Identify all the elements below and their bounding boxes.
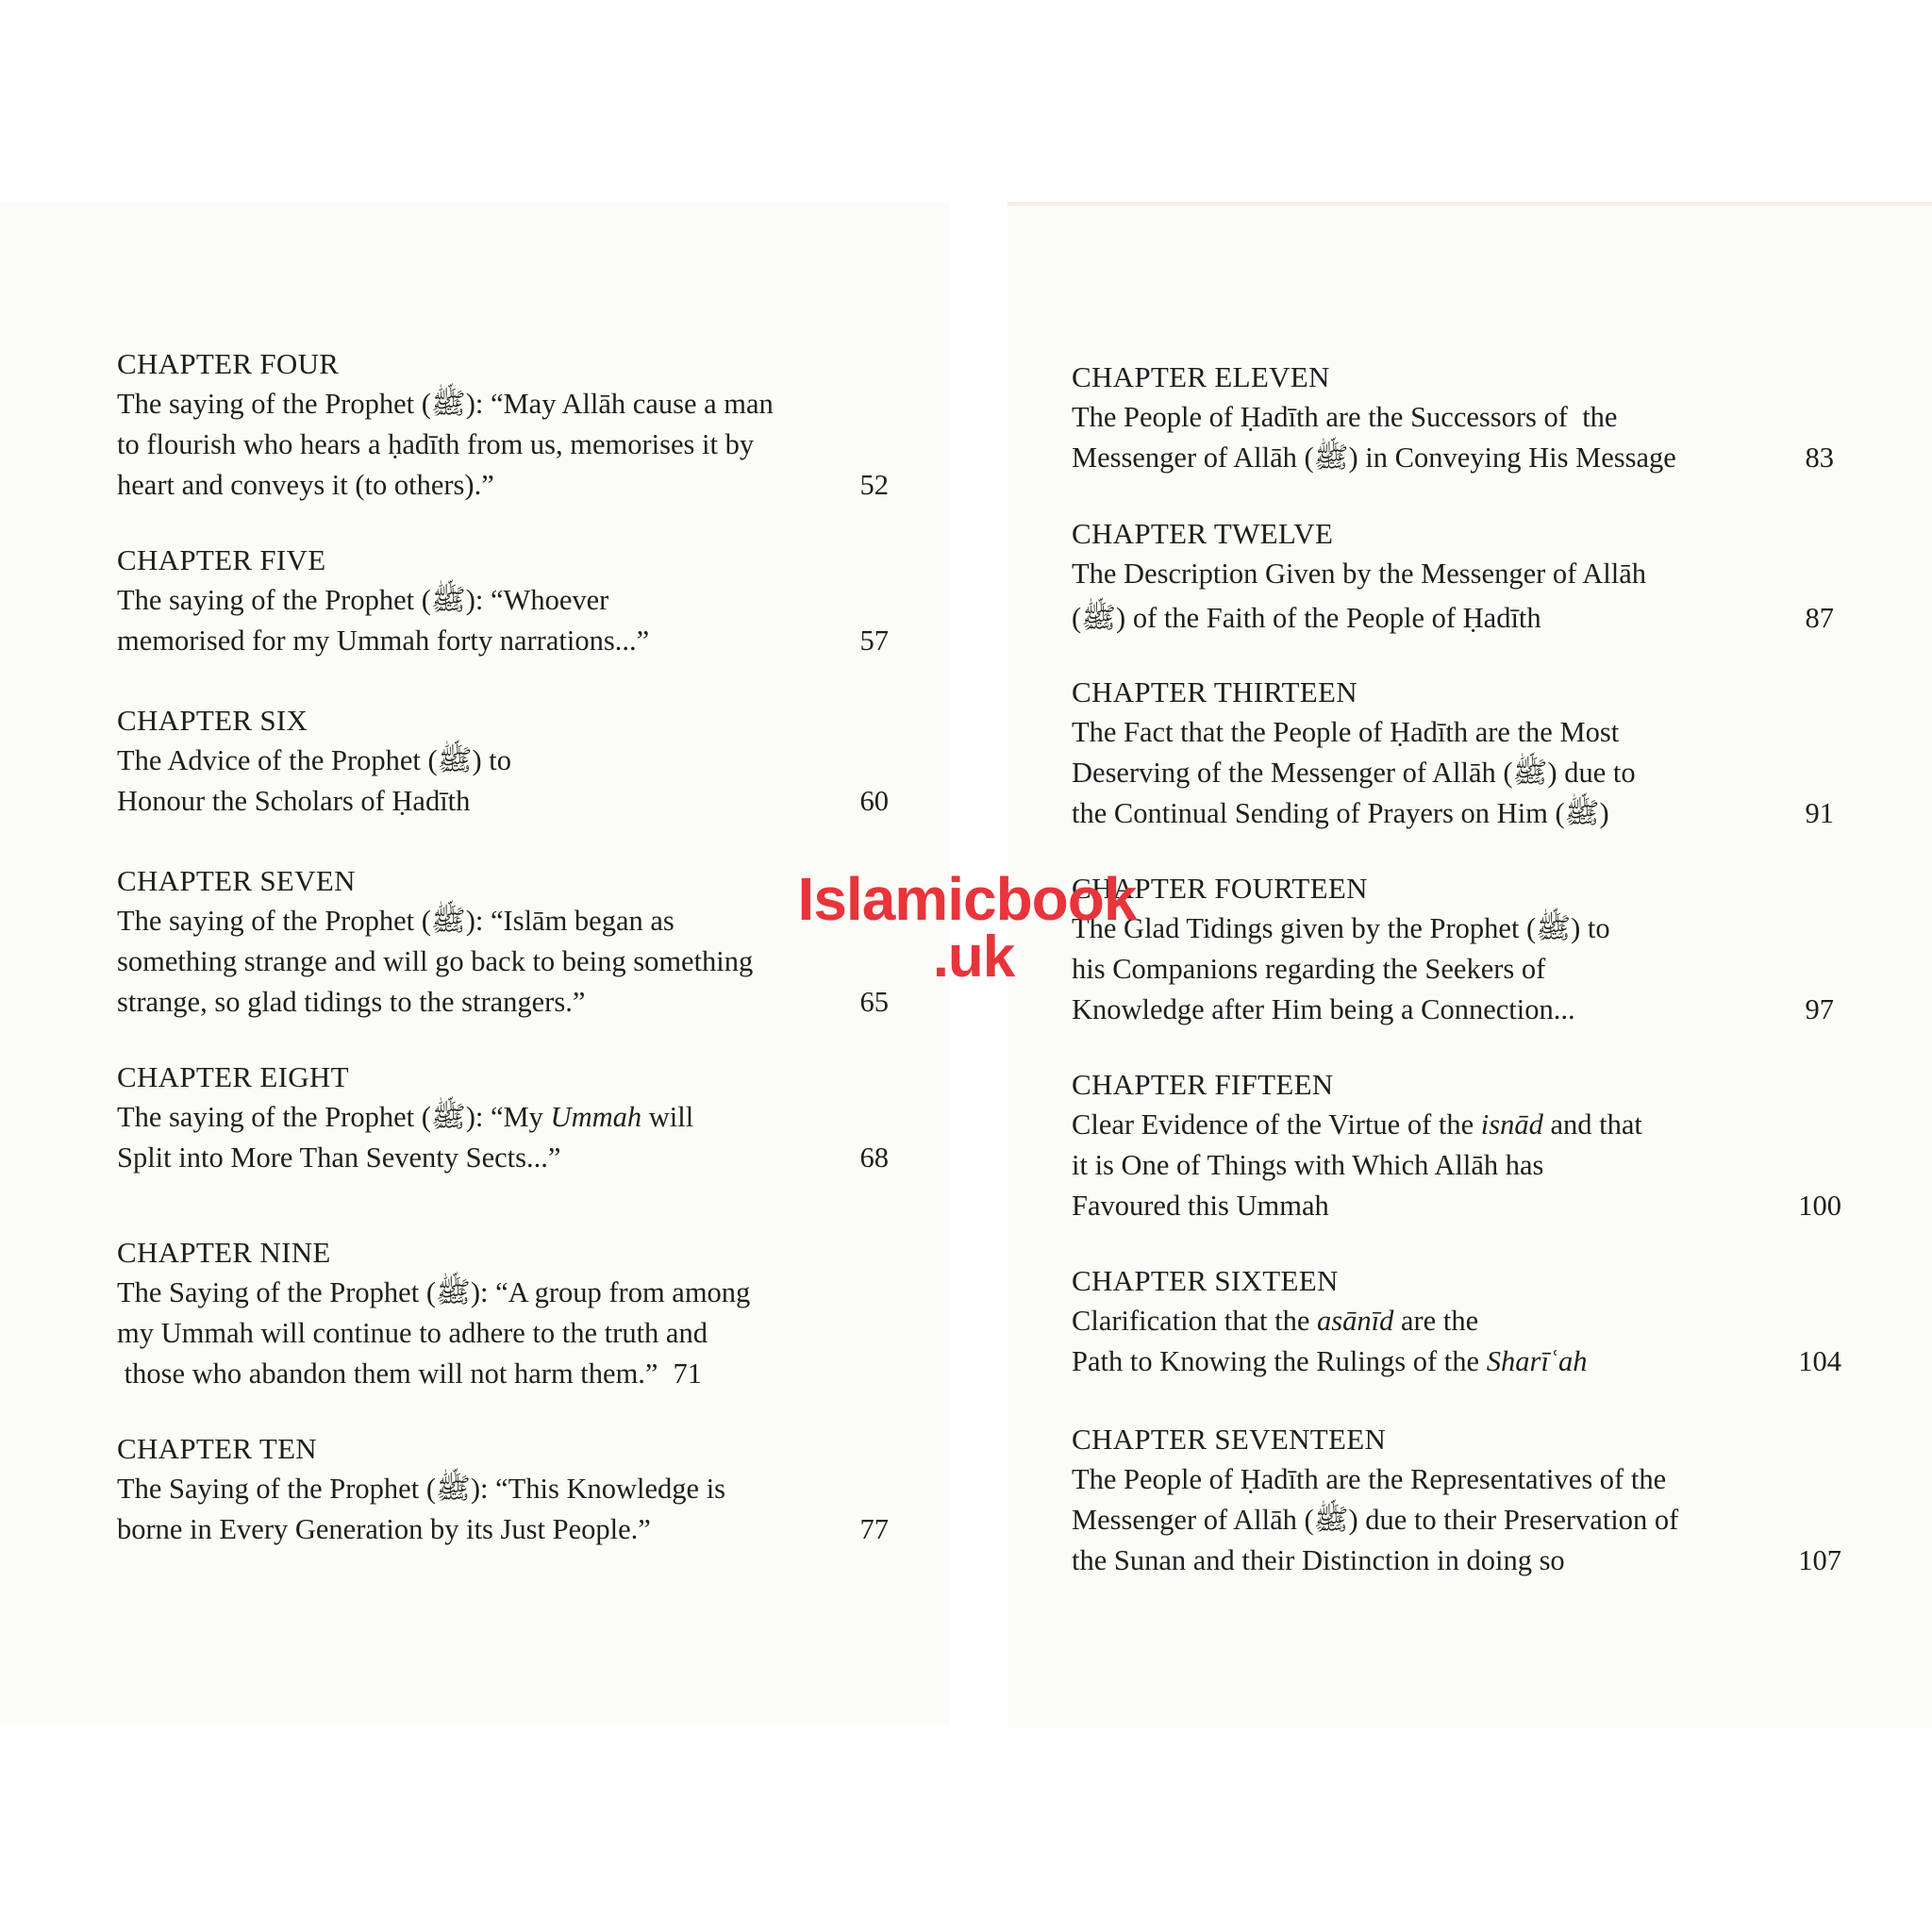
page-number: 104 [1798,1345,1841,1377]
toc-entry [1072,1419,1847,1581]
toc-entry [1072,1064,1847,1226]
entry-line: my Ummah will continue to adhere to the truth and [117,1317,708,1349]
toc-entry [1072,672,1847,834]
entry-line [1072,438,1847,478]
toc-entry [1072,513,1847,639]
entry-line [117,1097,889,1138]
page-number: 87 [1805,602,1834,634]
chapter-title: CHAPTER FIVE [117,543,326,576]
entry-line: The Saying of the Prophet (ﷺ): “This Knowledge is [117,1473,726,1505]
chapter-title: CHAPTER FIFTEEN [1072,1068,1334,1101]
entry-line [1072,1341,1847,1382]
entry-line: it is One of Things with Which Allāh has [1072,1149,1544,1181]
chapter-title: CHAPTER SIX [117,704,308,737]
entry-line: The People of Ḥadīth are the Successors of the [1072,401,1618,433]
entry-line: Deserving of the Messenger of Allāh (ﷺ) due to [1072,757,1636,789]
entry-line [117,1509,889,1550]
entry-line [117,982,889,1023]
page-number: 65 [859,986,889,1018]
entry-line [1072,1105,1847,1145]
entry-line [117,621,889,661]
entry-text: Split into More Than Seventy Sects...” [117,1141,561,1174]
chapter-title: CHAPTER ELEVEN [1072,360,1330,393]
entry-line: his Companions regarding the Seekers of [1072,953,1546,985]
entry-text: heart and conveys it (to others).” [117,469,494,501]
entry-text: memorised for my Ummah forty narrations...” [117,625,650,657]
entry-line: Clarification that the asānīd are the [1072,1305,1479,1337]
toc-entry [117,1232,889,1394]
page-number: 97 [1805,993,1834,1025]
entry-text: Clear Evidence of the Virtue of the isnād and that [1072,1108,1642,1141]
chapter-title: CHAPTER SIXTEEN [1072,1264,1339,1297]
page-number: 57 [859,625,889,657]
entry-line: The saying of the Prophet (ﷺ): “Whoever [117,584,609,616]
toc-entry [117,1057,889,1178]
entry-text: strange, so glad tidings to the strangers.” [117,986,586,1018]
page-number: 83 [1805,441,1834,474]
toc-entry [117,343,889,506]
entry-text: Knowledge after Him being a Connection... [1072,993,1575,1025]
chapter-title: CHAPTER SEVENTEEN [1072,1423,1387,1456]
toc-entry [1072,868,1847,1030]
page-number: 100 [1798,1190,1841,1222]
page-number: 71 [673,1357,702,1390]
entry-line [1072,1541,1847,1581]
entry-text: Messenger of Allāh (ﷺ) in Conveying His Message [1072,441,1676,474]
entry-text: The saying of the Prophet (ﷺ): “My Ummah will [117,1101,694,1133]
entry-line [117,1354,889,1394]
toc-entry [1072,1260,1847,1382]
page-number: 68 [859,1141,889,1174]
entry-text: the Continual Sending of Prayers on Him (ﷺ) [1072,797,1609,829]
entry-line: The Saying of the Prophet (ﷺ): “A group from among [117,1276,751,1308]
watermark-logo [774,865,1160,990]
entry-text: Favoured this Ummah [1072,1190,1329,1222]
watermark-line1: Islamicbook [797,865,1137,933]
chapter-title: CHAPTER THIRTEEN [1072,675,1357,708]
entry-text: Path to Knowing the Rulings of the Sharīʿah [1072,1345,1588,1377]
entry-line: The saying of the Prophet (ﷺ): “Islām began as [117,905,675,937]
entry-line: something strange and will go back to being something [117,945,754,977]
toc-entry [117,700,889,822]
chapter-title: CHAPTER NINE [117,1236,331,1269]
toc-entry [117,1428,889,1550]
chapter-title: CHAPTER TEN [117,1432,317,1465]
entry-line [1072,793,1847,834]
entry-line: The Glad Tidings given by the Prophet (ﷺ) to [1072,912,1610,944]
toc-entry [117,540,889,661]
entry-line [117,781,889,822]
entry-line [117,465,889,506]
page-number: 107 [1798,1544,1841,1576]
entry-line [117,1138,889,1178]
entry-line [1072,598,1847,639]
entry-line: The saying of the Prophet (ﷺ): “May Allāh cause a man [117,388,774,420]
watermark-line2: .uk [932,924,1015,990]
toc-entry [1072,357,1847,478]
chapter-title: CHAPTER FOURTEEN [1072,872,1368,905]
entry-line [1072,990,1847,1030]
entry-line: The Advice of the Prophet (ﷺ) to [117,744,512,776]
entry-line: to flourish who hears a ḥadīth from us, memorises it by [117,428,755,460]
entry-line [1072,1186,1847,1226]
entry-text: Honour the Scholars of Ḥadīth [117,785,471,817]
entry-line: The Description Given by the Messenger of Allāh [1072,558,1647,590]
chapter-title: CHAPTER FOUR [117,347,340,380]
chapter-title: CHAPTER SEVEN [117,864,356,897]
page-number: 91 [1805,797,1834,829]
entry-line: The People of Ḥadīth are the Representatives of the [1072,1463,1667,1495]
entry-text: the Sunan and their Distinction in doing so [1072,1544,1565,1576]
chapter-title: CHAPTER EIGHT [117,1060,349,1093]
chapter-title: CHAPTER TWELVE [1072,517,1334,550]
page-number: 60 [859,785,889,817]
entry-text: those who abandon them will not harm them.” [117,1357,658,1390]
entry-line: The Fact that the People of Ḥadīth are the Most [1072,716,1620,748]
page-number: 52 [859,469,889,501]
entry-text: borne in Every Generation by its Just People.” [117,1513,651,1545]
entry-text: (ﷺ) of the Faith of the People of Ḥadīth [1072,602,1541,634]
entry-line: Messenger of Allāh (ﷺ) due to their Preservation of [1072,1504,1679,1536]
page-number: 77 [859,1513,889,1545]
